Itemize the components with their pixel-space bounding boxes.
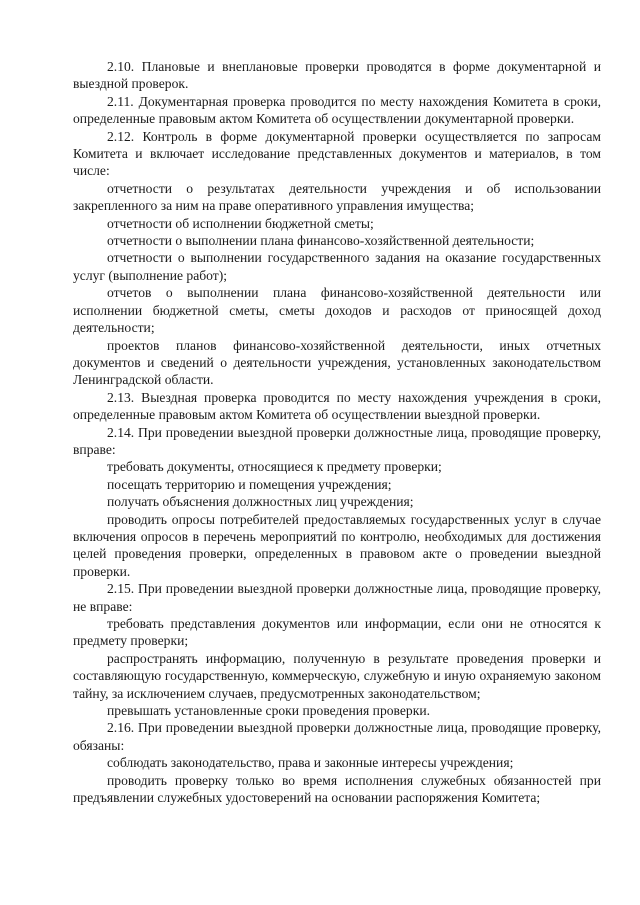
paragraph-2-13: 2.13. Выездная проверка проводится по месту нахождения учреждения в сроки, определенные правовым актом Комитета об осуществлении выездной проверки. [73,389,601,423]
paragraph-2-16: 2.16. При проведении выездной проверки должностные лица, проводящие проверку, обязаны: [73,720,601,753]
list-item: соблюдать законодательство, права и законные интересы учреждения; [107,755,514,771]
list-item: проводить опросы потребителей предоставляемых государственных услуг в случае включения опросов в перечень мероприятий по контролю, необходимых для достижения целей проведения проверки, определенных в правовом акте о проведении выездной проверки. [73,511,601,579]
list-item: отчетности об исполнении бюджетной сметы; [107,215,374,231]
list-item: требовать документы, относящиеся к предмету проверки; [107,459,442,475]
list-item: превышать установленные сроки проведения проверки. [107,703,430,719]
list-item: отчетности о выполнении государственного задания на оказание государственных услуг (выполнение работ); [73,250,601,283]
paragraph-2-11: 2.11. Документарная проверка проводится по месту нахождения Комитета в сроки, определенные правовым актом Комитета об осуществлении документарной проверки. [73,93,601,127]
list-item: отчетности о результатах деятельности учреждения и об использовании закрепленного за ним на праве оперативного управления имущества; [73,180,601,214]
paragraph-2-14: 2.14. При проведении выездной проверки должностные лица, проводящие проверку, вправе: [73,424,601,457]
list-item: проектов планов финансово-хозяйственной деятельности, иных отчетных документов и сведений о деятельности учреждения, установленных законодательством Ленинградской области. [73,337,601,388]
list-item: посещать территорию и помещения учреждения; [107,476,392,492]
list-item: отчетности о выполнении плана финансово-хозяйственной деятельности; [107,233,535,249]
paragraph-2-15: 2.15. При проведении выездной проверки должностные лица, проводящие проверку, не вправе: [73,581,601,614]
paragraph-2-12: 2.12. Контроль в форме документарной проверки осуществляется по запросам Комитета и включает исследование представленных документов и материалов, в том числе: [73,128,601,179]
list-item: получать объяснения должностных лиц учреждения; [107,494,414,510]
list-item: проводить проверку только во время исполнения служебных обязанностей при предъявлении служебных удостоверений на основании распоряжения Комитета; [73,772,601,806]
list-item: отчетов о выполнении плана финансово-хозяйственной деятельности или исполнении бюджетной сметы, сметы доходов и расходов от приносящей доход деятельности; [73,285,601,336]
list-item: требовать представления документов или информации, если они не относятся к предмету проверки; [73,616,601,649]
list-item: распространять информацию, полученную в результате проведения проверки и составляющую государственную, коммерческую, служебную и иную охраняемую законом тайну, за исключением случаев, предусмотренных законодательством; [73,650,601,701]
paragraph-2-10: 2.10. Плановые и внеплановые проверки проводятся в форме документарной и выездной проверок. [73,59,601,92]
document-page [73,58,601,806]
